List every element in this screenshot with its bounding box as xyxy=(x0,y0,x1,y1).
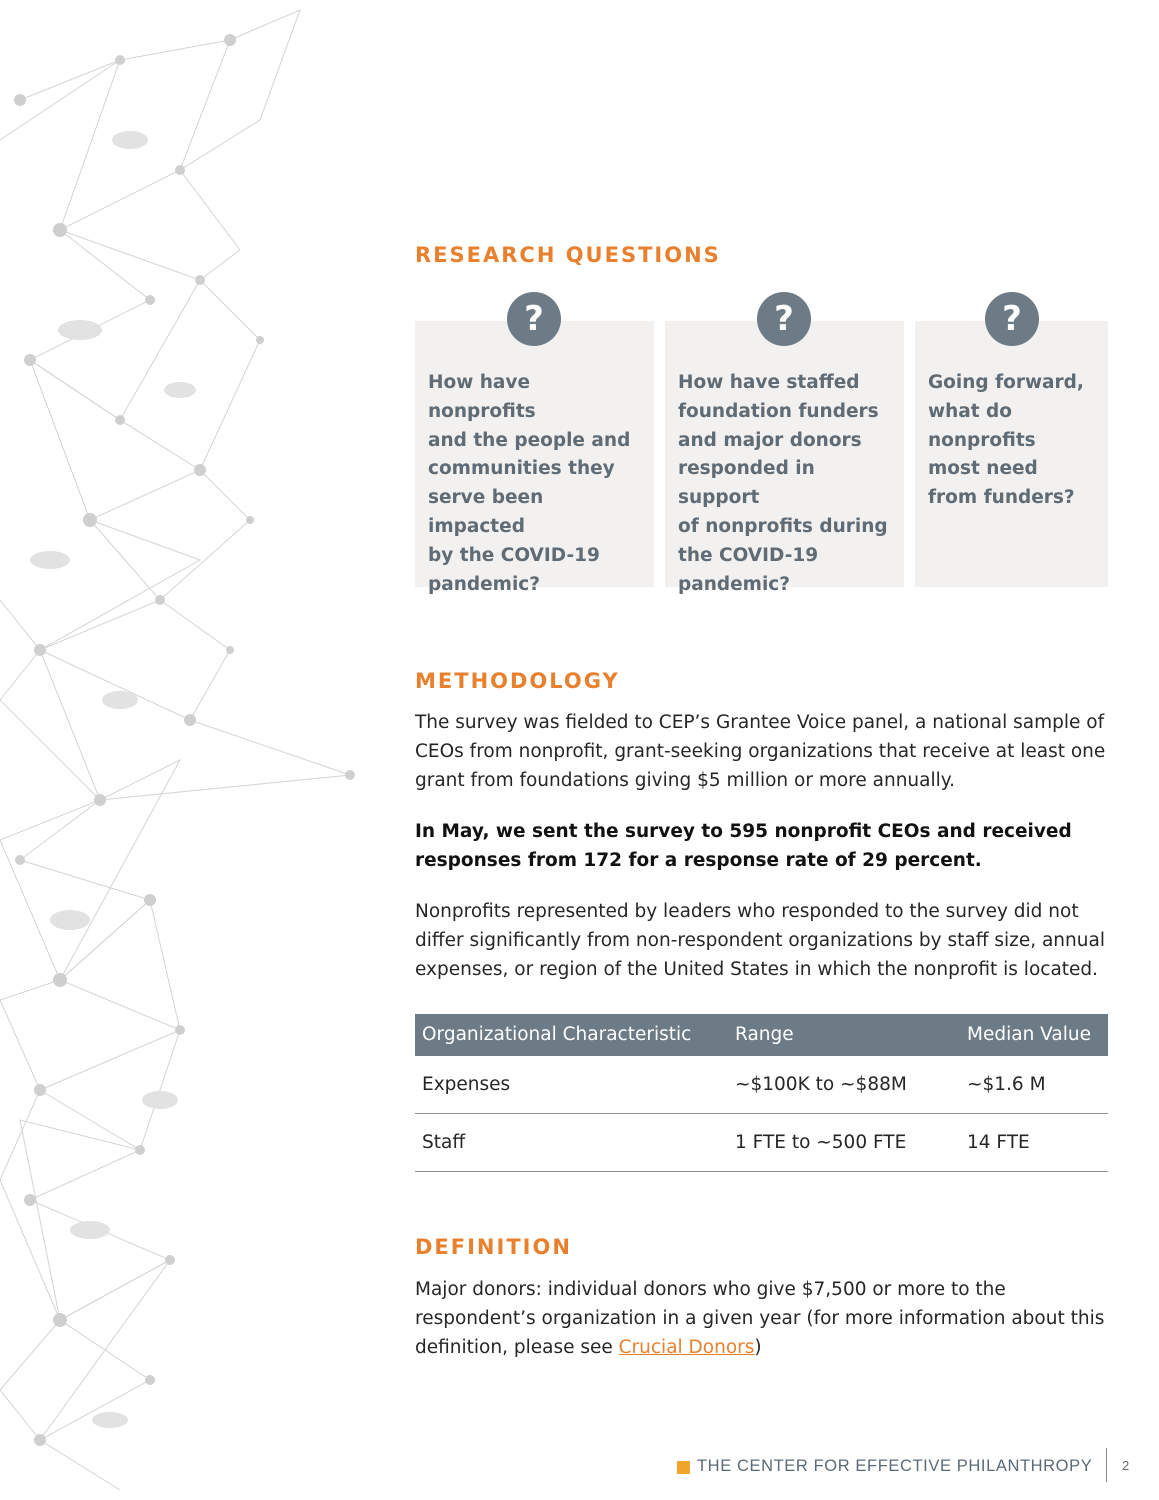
table-header-row xyxy=(415,1014,1108,1056)
footer-logo-square xyxy=(677,1461,690,1474)
table-cell: 1 FTE to ~500 FTE xyxy=(735,1132,907,1153)
table-cell: ~$1.6 M xyxy=(967,1074,1046,1095)
question-icon xyxy=(506,291,562,347)
definition-text: Major donors: individual donors who give $7,500 or more to the respondent’s organization in a given year (for more information about this definition, please see xyxy=(415,1279,1105,1358)
research-question-text: How have staffed foundation funders and major donors responded in support of nonprofits during the COVID-19 pandemic? xyxy=(678,372,888,595)
definition-text-end: ) xyxy=(754,1336,762,1358)
network-illustration xyxy=(0,0,380,1500)
research-question-card xyxy=(915,299,1108,587)
table-header-cell: Range xyxy=(735,1024,794,1045)
research-question-text: Going forward, what do nonprofits most need from funders? xyxy=(928,372,1084,509)
methodology-paragraph: The survey was fielded to CEP’s Grantee Voice panel, a national sample of CEOs from nonprofit, grant-seeking organizations that receive at least one grant from foundations giving $5 million or more annually. xyxy=(415,712,1106,791)
question-icon xyxy=(756,291,812,347)
table-row xyxy=(415,1056,1108,1114)
table-cell: 14 FTE xyxy=(967,1132,1030,1153)
methodology-heading: METHODOLOGY xyxy=(415,669,620,693)
methodology-highlight: In May, we sent the survey to 595 nonprofit CEOs and received responses from 172 for a response rate of 29 percent. xyxy=(415,821,1072,871)
table-cell: ~$100K to ~$88M xyxy=(735,1074,907,1095)
definition-heading: DEFINITION xyxy=(415,1235,572,1259)
svg-text:?: ? xyxy=(524,299,544,339)
definition-paragraph xyxy=(415,1276,1105,1362)
page-number: 2 xyxy=(1122,1458,1130,1473)
question-icon xyxy=(984,291,1040,347)
research-question-text: How have nonprofits and the people and communities they serve been impacted by the COVID-19 pandemic? xyxy=(428,372,631,595)
research-question-card xyxy=(665,299,904,595)
research-questions-heading: RESEARCH QUESTIONS xyxy=(415,243,721,267)
table-header-cell: Median Value xyxy=(967,1024,1091,1045)
table-cell: Staff xyxy=(422,1132,466,1153)
characteristics-table xyxy=(415,1014,1108,1172)
footer-organization-name: THE CENTER FOR EFFECTIVE PHILANTHROPY xyxy=(697,1457,1093,1475)
crucial-donors-link[interactable]: Crucial Donors xyxy=(618,1336,755,1358)
table-header-cell: Organizational Characteristic xyxy=(422,1024,692,1045)
footer-divider xyxy=(1106,1448,1107,1482)
research-question-card xyxy=(415,299,654,595)
methodology-paragraph: Nonprofits represented by leaders who responded to the survey did not differ significantly from non-respondent organizations by staff size, annual expenses, or region of the United States in which the nonprofit is located. xyxy=(415,901,1105,980)
table-cell: Expenses xyxy=(422,1074,511,1095)
svg-text:?: ? xyxy=(774,299,794,339)
table-row xyxy=(415,1114,1108,1172)
svg-text:?: ? xyxy=(1002,299,1022,339)
